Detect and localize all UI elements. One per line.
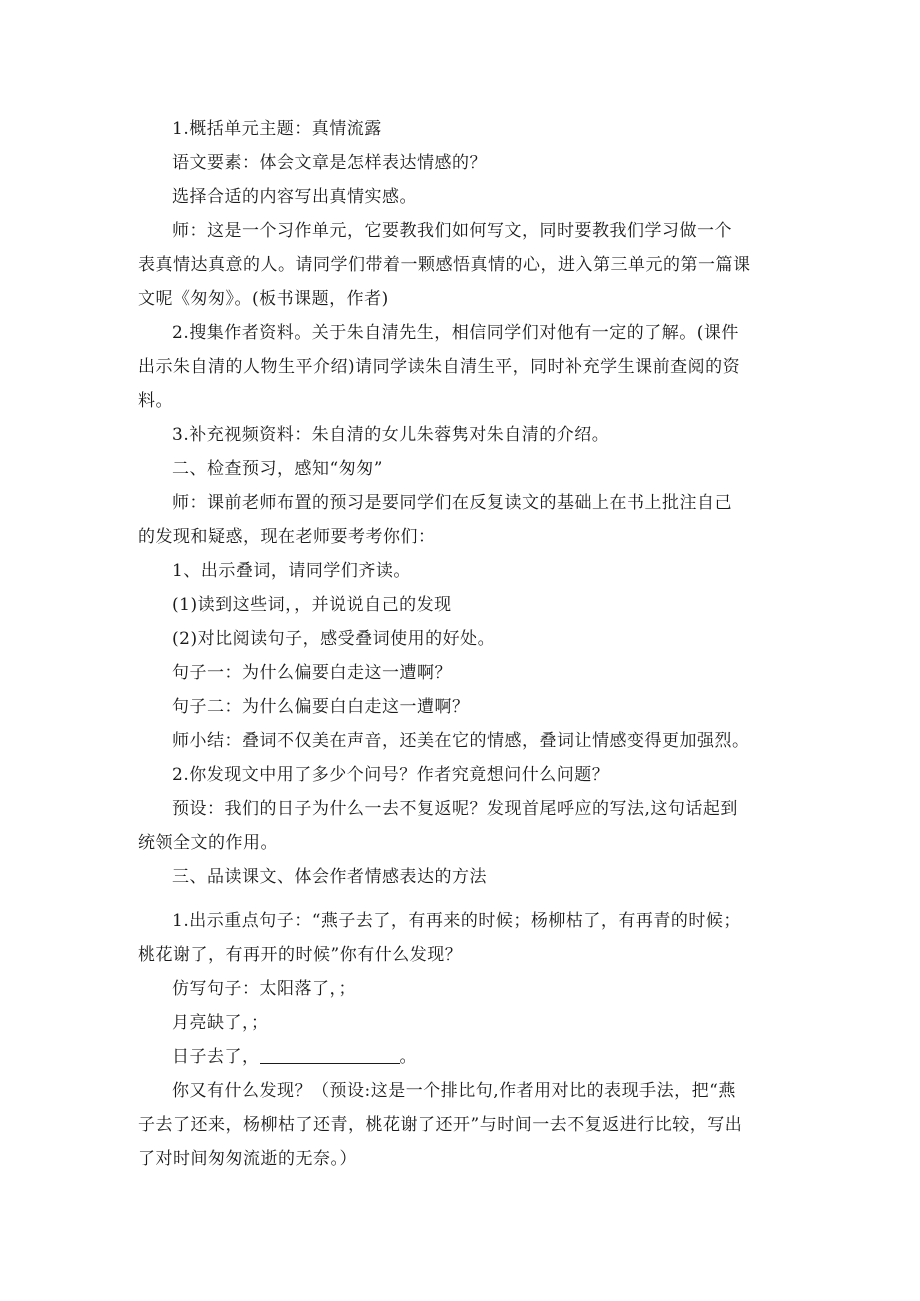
text-line: 月亮缺了，； <box>172 1013 269 1033</box>
text-segment: 。 <box>399 1047 417 1067</box>
text-line: 的发现和疑惑，现在老师要考考你们： <box>138 527 436 547</box>
fill-in-line <box>172 1045 798 1069</box>
text-line: 语文要素：体会文章是怎样表达情感的？ <box>172 153 487 173</box>
text-line: 子去了还来，杨柳枯了还青，桃花谢了还开”与时间一去不复返进行比较，写出 <box>138 1115 743 1135</box>
text-line: 你又有什么发现？（预设:这是一个排比句,作者用对比的表现手法，把“燕 <box>172 1081 736 1101</box>
answer-blank[interactable] <box>260 1047 400 1064</box>
text-line: 2.你发现文中用了多少个问号？作者究竟想问什么问题？ <box>172 765 610 785</box>
text-line: 仿写句子：太阳落了，； <box>172 979 356 999</box>
text-line: 师：课前老师布置的预习是要同学们在反复读文的基础上在书上批注自己 <box>172 493 732 513</box>
text-line: 统领全文的作用。 <box>138 833 278 853</box>
text-line: 1、出示叠词，请同学们齐读。 <box>172 561 411 581</box>
section-heading: 三、品读课文、体会作者情感表达的方法 <box>172 867 487 887</box>
text-line: (2)对比阅读句子，感受叠词使用的好处。 <box>172 629 496 649</box>
text-line: 选择合适的内容写出真情实感。 <box>172 187 417 207</box>
text-line: (1)读到这些词，，并说说自己的发现 <box>172 595 452 615</box>
text-line: 预设：我们的日子为什么一去不复返呢？发现首尾呼应的写法,这句话起到 <box>172 799 738 819</box>
text-line: 1.概括单元主题：真情流露 <box>172 119 382 139</box>
text-line: 师：这是一个习作单元，它要教我们如何写文，同时要教我们学习做一个 <box>172 221 732 241</box>
text-line: 表真情达真意的人。请同学们带着一颗感悟真情的心，进入第三单元的第一篇课 <box>138 255 751 275</box>
section-heading: 二、检查预习，感知“匆匆” <box>172 459 383 479</box>
text-line: 2.搜集作者资料。关于朱自清先生，相信同学们对他有一定的了解。(课件 <box>172 323 739 343</box>
text-line: 料。 <box>138 391 173 411</box>
text-line: 句子一：为什么偏要白走这一遭啊？ <box>172 663 452 683</box>
text-line: 1.出示重点句子：“燕子去了，有再来的时候；杨柳枯了，有再青的时候； <box>172 911 741 931</box>
text-line: 出示朱自清的人物生平介绍)请同学读朱自清生平，同时补充学生课前查阅的资 <box>138 357 741 377</box>
text-line: 3.补充视频资料：朱自清的女儿朱蓉隽对朱自清的介绍。 <box>172 425 610 445</box>
text-line: 句子二：为什么偏要白白走这一遭啊？ <box>172 697 470 717</box>
text-line: 文呢《匆匆》。(板书课题，作者) <box>138 289 389 309</box>
text-segment: 日子去了， <box>172 1047 260 1067</box>
text-line: 师小结：叠词不仅美在声音，还美在它的情感，叠词让情感变得更加强烈。 <box>172 731 750 751</box>
text-line: 了对时间匆匆流逝的无奈。） <box>138 1149 357 1169</box>
text-line: 桃花谢了，有再开的时候”你有什么发现？ <box>138 945 463 965</box>
